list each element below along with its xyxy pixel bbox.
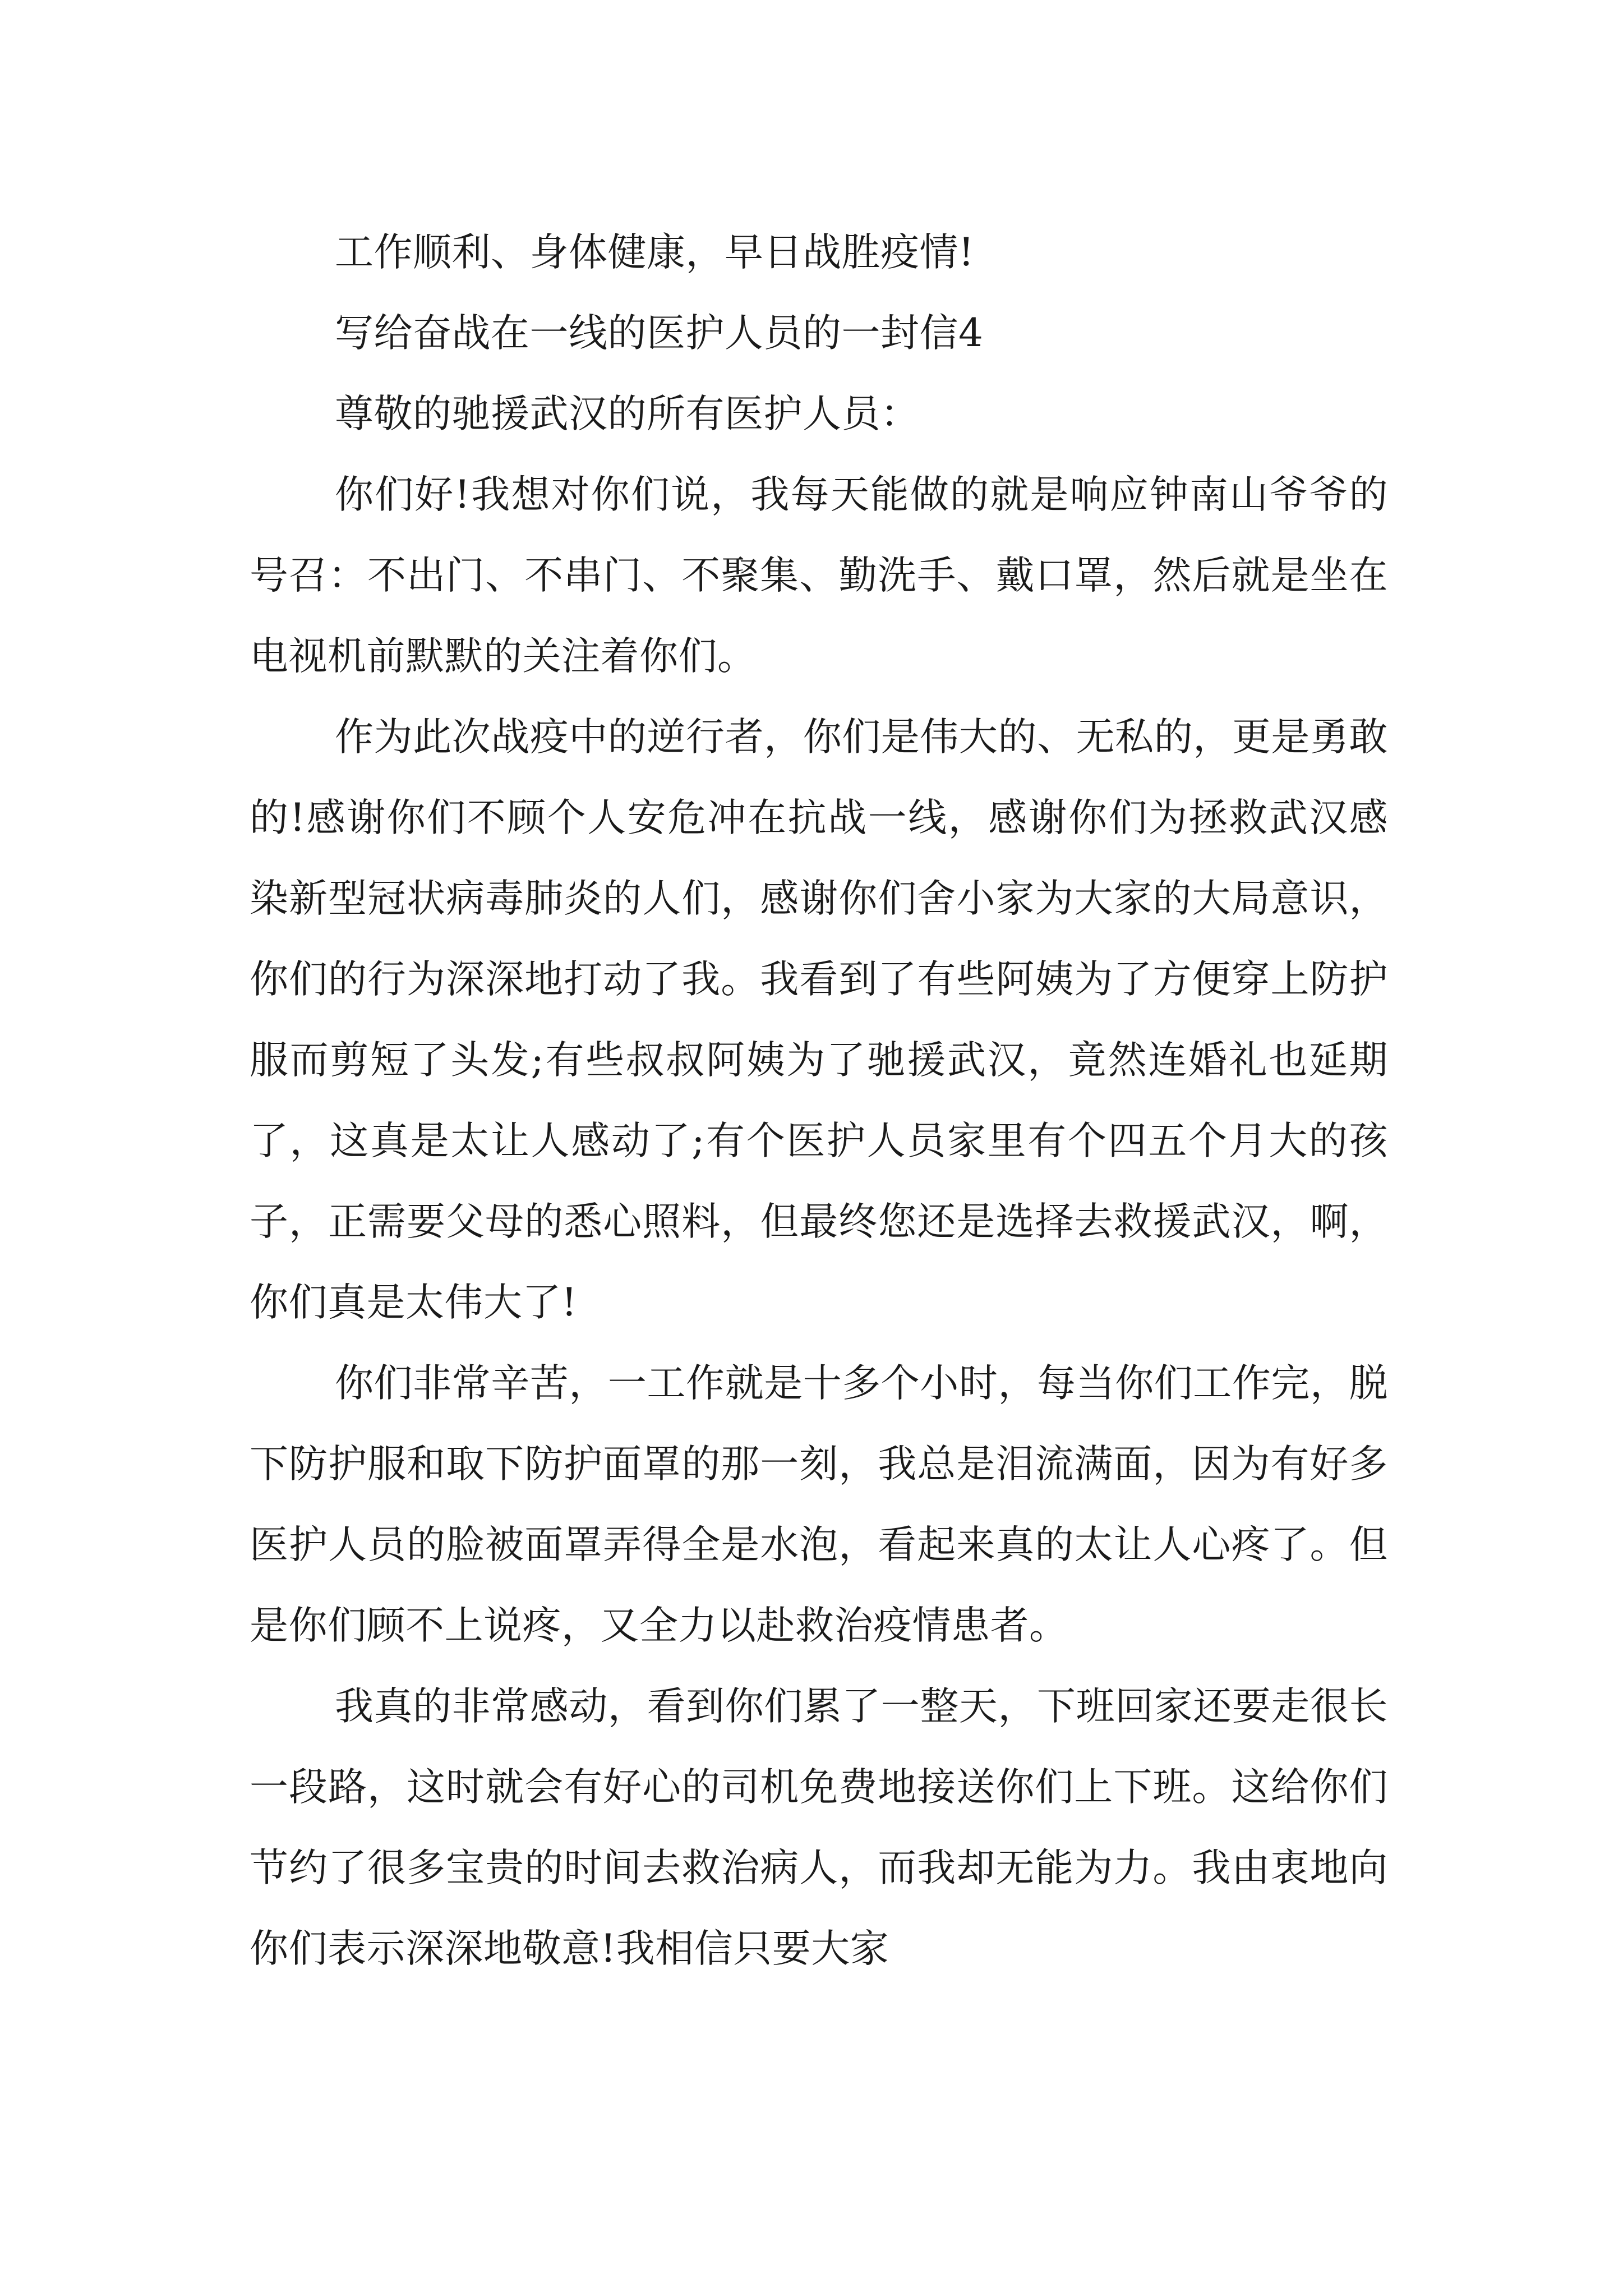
paragraph-hardship: 你们非常辛苦，一工作就是十多个小时，每当你们工作完，脱下防护服和取下防护面罩的那一刻，我总是泪流满面，因为有好多医护人员的脸被面罩弄得全是水泡，看起来真的太让人心疼了。但是你们顾不上说疼，又全力以赴救治疫情患者。	[250, 1361, 1388, 1648]
paragraph-greeting: 你们好!我想对你们说，我每天能做的就是响应钟南山爷爷的号召：不出门、不串门、不聚集、勤洗手、戴口罩，然后就是坐在电视机前默默的关注着你们。	[250, 472, 1388, 679]
paragraph-closing-wish: 工作顺利、身体健康，早日战胜疫情!	[335, 230, 975, 275]
letter-title: 写给奋战在一线的医护人员的一封信4	[335, 311, 984, 356]
paragraph-respect: 我真的非常感动，看到你们累了一整天，下班回家还要走很长一段路，这时就会有好心的司机免费地接送你们上下班。这给你们节约了很多宝贵的时间去救治病人，而我却无能为力。我由衷地向你们表示深深地敬意!我相信只要大家	[250, 1684, 1388, 1971]
letter-salutation: 尊敬的驰援武汉的所有医护人员：	[335, 392, 920, 436]
paragraph-gratitude: 作为此次战疫中的逆行者，你们是伟大的、无私的，更是勇敢的!感谢你们不顾个人安危冲在抗战一线，感谢你们为拯救武汉感染新型冠状病毒肺炎的人们，感谢你们舍小家为大家的大局意识，你们的行为深深地打动了我。我看到了有些阿姨为了方便穿上防护服而剪短了头发;有些叔叔阿姨为了驰援武汉，竟然连婚礼也延期了，这真是太让人感动了;有个医护人员家里有个四五个月大的孩子，正需要父母的悉心照料，但最终您还是选择去救援武汉，啊，你们真是太伟大了!	[250, 715, 1388, 1325]
document-body	[250, 212, 1388, 1989]
